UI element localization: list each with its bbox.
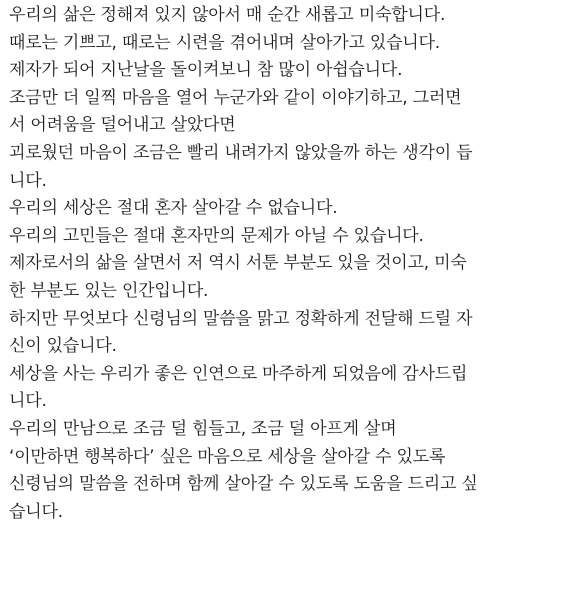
text-line: 우리의 고민들은 절대 혼자만의 문제가 아닐 수 있습니다.: [9, 225, 424, 246]
text-line: 조금만 더 일찍 마음을 열어 누군가와 같이 이야기하고, 그러면: [9, 87, 462, 108]
text-line: 니다.: [9, 391, 47, 412]
text-line: 제자가 되어 지난날을 돌이켜보니 참 많이 아쉽습니다.: [9, 60, 403, 81]
text-line: 우리의 삶은 정해져 있지 않아서 매 순간 새롭고 미숙합니다.: [9, 5, 446, 25]
text-line: 습니다.: [9, 501, 63, 522]
text-line: 신이 있습니다.: [9, 336, 117, 357]
text-line: 서 어려움을 덜어내고 살았다면: [9, 115, 236, 136]
text-line: 하지만 무엇보다 신령님의 말씀을 맑고 정확하게 전달해 드릴 자: [9, 308, 473, 329]
text-line: 신령님의 말씀을 전하며 함께 살아갈 수 있도록 도움을 드리고 싶: [9, 474, 478, 495]
text-line: 세상을 사는 우리가 좋은 인연으로 마주하게 되었음에 감사드립: [9, 363, 468, 384]
text-line: 제자로서의 삶을 살면서 저 역시 서툰 부분도 있을 것이고, 미숙: [9, 253, 467, 274]
text-line: 우리의 세상은 절대 혼자 살아갈 수 없습니다.: [9, 198, 338, 219]
text-line: 한 부분도 있는 인간입니다.: [9, 280, 209, 301]
text-line: 때로는 기쁘고, 때로는 시련을 겪어내며 살아가고 있습니다.: [9, 32, 440, 53]
document-body: [9, 2, 575, 526]
text-line: 니다.: [9, 170, 47, 191]
text-line: 괴로웠던 마음이 조금은 빨리 내려가지 않았을까 하는 생각이 듭: [9, 142, 473, 163]
text-line: ‘이만하면 행복하다’ 싶은 마음으로 세상을 살아갈 수 있도록: [9, 446, 446, 467]
text-line: 우리의 만남으로 조금 덜 힘들고, 조금 덜 아프게 살며: [9, 418, 397, 439]
